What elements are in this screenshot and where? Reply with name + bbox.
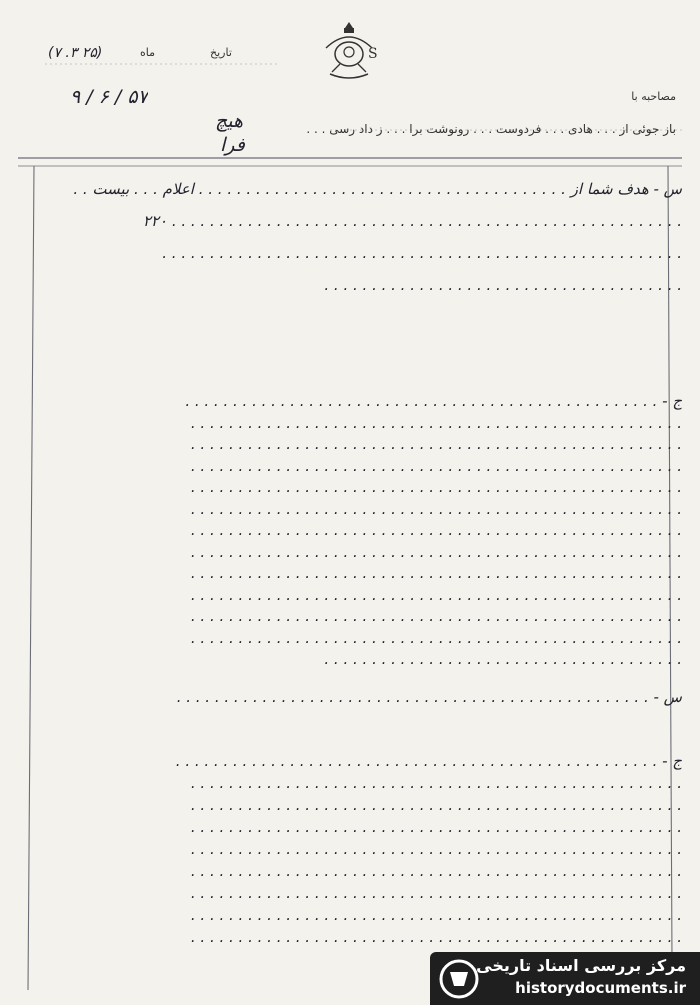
handwritten-line: . . . . . . . . . . . . . . . . . . . . . . . . . . . . . . . . . . . . . . . . . . . . . . . . . . . . xyxy=(190,456,682,475)
handwritten-line: . . . . . . . . . . . . . . . . . . . . . . . . . . . . . . . . . . . . . . . . . . . . . . . . . . . . xyxy=(190,478,682,496)
handwritten-line: . . . . . . . . . . . . . . . . . . . . . . . . . . . . . . . . . . . . . . . . . . . . . . . . . . . . xyxy=(190,542,682,561)
handwritten-date: ۹ / ۶ / ۵۷ xyxy=(70,86,148,108)
handwritten-line: . . . . . . . . . . . . . . . . . . . . . . . . . . . . . . . . . . . . . . . . . . . . . . . . . . . . xyxy=(190,499,682,518)
handwritten-line: . . . . . . . . . . . . . . . . . . . . . . . . . . . . . . . . . . . . . . . . . . . . . . . . . . . . . . . xyxy=(162,244,682,262)
handwritten-line: . . . . . . . . . . . . . . . . . . . . . . . . . . . . . . . . . . . . . . . . . . . . . . . . . . . . xyxy=(190,628,682,647)
handwritten-line: . . . . . . . . . . . . . . . . . . . . . . . . . . . . . . . . . . . . . . . . . . . . . . . . . . . . xyxy=(190,413,682,432)
imperial-emblem-icon xyxy=(318,18,380,82)
handwritten-line: ۲۲۰ . . . . . . . . . . . . . . . . . . . . . . . . . . . . . . . . . . . . . . . . . . . . . . . . . . . . . . xyxy=(142,212,682,230)
interview-label: مصاحبه با xyxy=(631,90,676,103)
handwritten-line: ج - . . . . . . . . . . . . . . . . . . . . . . . . . . . . . . . . . . . . . . . . . . . . . . . . . . . xyxy=(175,752,682,770)
signature-top: هیچ xyxy=(215,110,244,132)
handwritten-line: . . . . . . . . . . . . . . . . . . . . . . . . . . . . . . . . . . . . . . . . . . . . . . . . . . . . xyxy=(190,435,682,453)
handwritten-line: س - . . . . . . . . . . . . . . . . . . . . . . . . . . . . . . . . . . . . . . . . . . . . . . . . . . xyxy=(176,688,682,706)
handwritten-line: . . . . . . . . . . . . . . . . . . . . . . . . . . . . . . . . . . . . . . . . . . . . . . . . . . . . xyxy=(190,796,682,814)
handwritten-line: س - هدف شما از . . . . . . . . . . . . . . . . . . . . . . . . . . . . . . . . . . . . . . . اعلام . . . بیست . . xyxy=(73,180,682,198)
handwritten-line: . . . . . . . . . . . . . . . . . . . . . . . . . . . . . . . . . . . . . . . . . . . . . . . . . . . . xyxy=(190,928,682,946)
svg-text:S: S xyxy=(368,46,378,62)
archive-watermark xyxy=(430,952,700,1005)
date-label: تاریخ xyxy=(210,46,232,59)
handwritten-line: . . . . . . . . . . . . . . . . . . . . . . . . . . . . . . . . . . . . . . . . . . . . . . . . . . . . xyxy=(190,585,682,604)
handwritten-line: . . . . . . . . . . . . . . . . . . . . . . . . . . . . . . . . . . . . . . . . . . . . . . . . . . . . xyxy=(190,906,682,924)
handwritten-line: . . . . . . . . . . . . . . . . . . . . . . . . . . . . . . . . . . . . . . . . . . . . . . . . . . . . xyxy=(190,774,682,792)
handwritten-line: . . . . . . . . . . . . . . . . . . . . . . . . . . . . . . . . . . . . . . . . . . . . . . . . . . . . xyxy=(190,521,682,539)
handwritten-line: . . . . . . . . . . . . . . . . . . . . . . . . . . . . . . . . . . . . . . . . . . . . . . . . . . . . xyxy=(190,564,682,582)
handwritten-line: ج - . . . . . . . . . . . . . . . . . . . . . . . . . . . . . . . . . . . . . . . . . . . . . . . . . . xyxy=(185,392,682,410)
title-line: باز جوئی از . . . هادی . . . فردوست . . . رونوشت برا . . . ز داد رسی . . . xyxy=(306,122,676,136)
handwritten-line: . . . . . . . . . . . . . . . . . . . . . . . . . . . . . . . . . . . . . . . . . . . . . . . . . . . . xyxy=(190,818,682,836)
handwritten-line: . . . . . . . . . . . . . . . . . . . . . . . . . . . . . . . . . . . . . . xyxy=(324,650,682,668)
watermark-title: مرکز بررسی اسناد تاریخی xyxy=(476,956,686,975)
signature-bottom: فرا xyxy=(220,134,245,156)
archive-logo-icon xyxy=(438,958,480,1000)
handwritten-line: . . . . . . . . . . . . . . . . . . . . . . . . . . . . . . . . . . . . . . . . . . . . . . . . . . . . xyxy=(190,862,682,880)
watermark-url: historydocuments.ir xyxy=(515,979,686,997)
handwritten-line: . . . . . . . . . . . . . . . . . . . . . . . . . . . . . . . . . . . . . . . . . . . . . . . . . . . . xyxy=(190,840,682,858)
reference-number: (۷ .۳ ۲۵) xyxy=(48,45,103,61)
month-label: ماه xyxy=(140,46,156,59)
handwritten-line: . . . . . . . . . . . . . . . . . . . . . . . . . . . . . . . . . . . . . . xyxy=(324,276,682,294)
handwritten-line: . . . . . . . . . . . . . . . . . . . . . . . . . . . . . . . . . . . . . . . . . . . . . . . . . . . . xyxy=(190,884,682,902)
handwritten-line: . . . . . . . . . . . . . . . . . . . . . . . . . . . . . . . . . . . . . . . . . . . . . . . . . . . . xyxy=(190,607,682,625)
